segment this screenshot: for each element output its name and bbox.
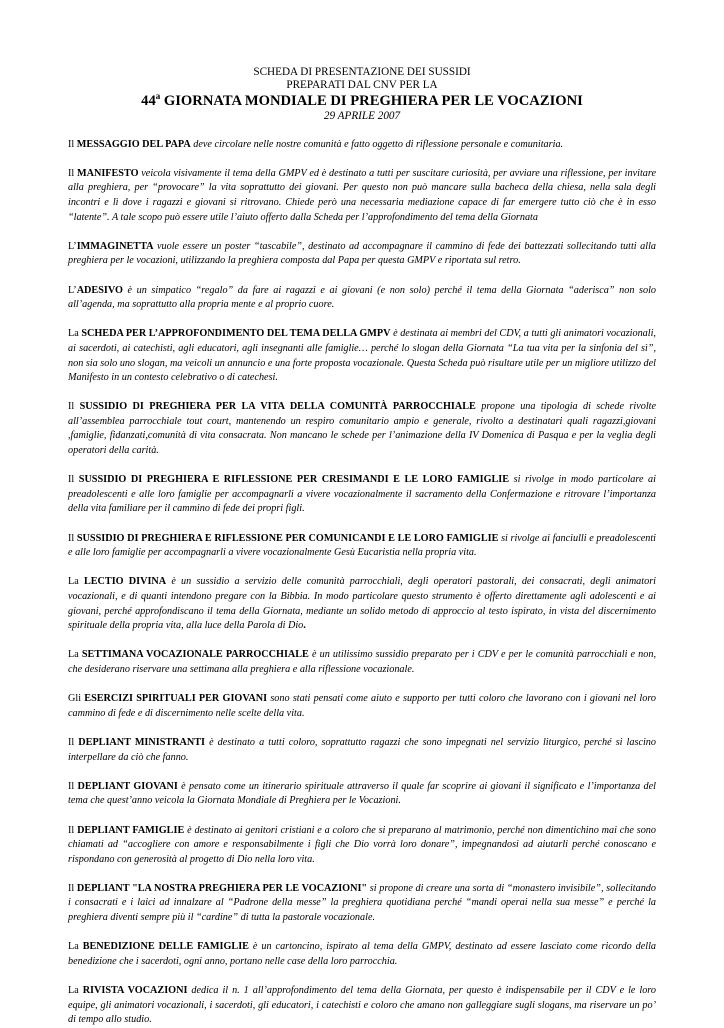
paragraph-benedizione <box>68 940 656 969</box>
paragraph-item-name: SCHEDA PER L’APPROFONDIMENTO DEL TEMA DELLA GMPV <box>81 328 391 340</box>
paragraph-adesivo <box>68 284 656 313</box>
paragraph-messaggio <box>68 138 656 153</box>
paragraph-lead: Il <box>68 882 77 894</box>
paragraph-lead: L’ <box>68 284 77 296</box>
paragraph-depliant-ministranti <box>68 736 656 765</box>
paragraph-rivista <box>68 984 656 1028</box>
paragraph-sussidio-comunicandi <box>68 532 656 561</box>
paragraph-body: è pensato come un itinerario spirituale attraverso il quale far scoprire ai giovani il significato e l’importanza del tema che quest’anno veicola la Giornata Mondiale di Preghiera per le Vocazioni. <box>68 780 656 807</box>
paragraph-body: vuole essere un poster “tascabile”, destinato ad accompagnare il cammino di fede dei battezzati sollecitando tutti alla preghiera per le vocazioni, utilizzando la preghiera composta dal Papa per questa GMPV e riportata sul retro. <box>68 240 656 267</box>
paragraph-body: si rivolge in modo particolare ai preadolescenti e alle loro famiglie per accompagnarli a vivere vocazionalmente il sacramento della Confermazione e ritrovare l’importanza della vita familiare per il cammino di fede dei propri figli. <box>68 474 656 515</box>
paragraph-esercizi <box>68 692 656 721</box>
header-line-1: SCHEDA DI PRESENTAZIONE DEI SUSSIDI <box>253 66 471 78</box>
paragraph-lead: La <box>68 576 84 588</box>
document-date: 29 APRILE 2007 <box>323 110 401 123</box>
paragraph-item-name: SUSSIDIO DI PREGHIERA E RIFLESSIONE PER COMUNICANDI E LE LORO FAMIGLIE <box>76 532 499 544</box>
paragraph-body: deve circolare nelle nostre comunità e fatto oggetto di riflessione personale e comunitaria. <box>190 138 564 150</box>
paragraph-item-name: DEPLIANT "LA NOSTRA PREGHIERA PER LE VOCAZIONI" <box>76 882 368 894</box>
paragraph-lead: Il <box>68 167 77 179</box>
paragraph-item-name: ADESIVO <box>76 284 123 296</box>
paragraph-item-name: SUSSIDIO DI PREGHIERA E RIFLESSIONE PER CRESIMANDI E LE LORO FAMIGLIE <box>78 474 510 486</box>
paragraph-body: è un cartoncino, ispirato al tema della GMPV, destinato ad essere lasciato come ricordo della benedizione che i sacerdoti, ogni anno, portano nelle case della loro parrocchia. <box>68 941 656 967</box>
paragraph-body: veicola visivamente il tema della GMPV ed è destinato a tutti per suscitare curiosità, per avviare una riflessione, per invitare alla preghiera, per “provocare” la vita soprattutto dei giovani. Per questo non può mancare sulla bacheca della chiesa, nella sala degli incontri e lì dove i ragazzi e giovani si ritrovano. Chiede però una necessaria mediazione capace di far emergere tutto ciò che è in esso “latente”. A tale scopo può essere utile l’aiuto offerto dalla Scheda per l’approfondimento del tema della Giornata <box>68 167 656 223</box>
paragraph-body: si rivolge ai fanciulli e preadolescenti e alle loro famiglie per accompagnarli a vivere vocazionalmente Gesù Eucaristia nella propria vita. <box>68 532 656 559</box>
paragraph-item-name: BENEDIZIONE DELLE FAMIGLIE <box>82 941 249 953</box>
paragraph-item-name: IMMAGINETTA <box>76 240 154 252</box>
paragraph-body: è destinato ai genitori cristiani e a coloro che si preparano al matrimonio, perché non dimentichino mai che sono chiamati ad “accogliere con amore e responsabilmente i figli che Dio vorrà loro donare”, impegnandosi ad aiutarli perché conoscano e rispondano con generosità al progetto di Dio nella loro vita. <box>68 824 656 865</box>
paragraph-item-name: ESERCIZI SPIRITUALI PER GIOVANI <box>84 693 268 705</box>
paragraph-sussidio-parrocchiale <box>68 400 656 458</box>
paragraph-body: propone una tipologia di schede rivolte all’assemblea parrocchiale tout court, mantenendo un respiro comunitario ampio e generale, rivolto a destinatari quali ragazzi,giovani ,famiglie, fidanzati,comunità di vita consacrata. Non mancano le schede per l’animazione della IV Domenica di Pasqua e per la veglia degli operatori della carità. <box>68 401 656 457</box>
paragraph-body: si propone di creare una sorta di “monastero invisibile”, sollecitando i consacrati e i laici ad innalzare al “Padrone della messe” la preghiera quotidiana perché “mandi operai nella sua messe” e perché la preghiera diventi sempre più il “cardine” di tutta la pastorale vocazionale. <box>68 882 656 924</box>
title-superscript: a <box>155 91 161 102</box>
paragraph-item-name: DEPLIANT GIOVANI <box>77 780 178 792</box>
paragraph-item-name: DEPLIANT MINISTRANTI <box>78 736 206 748</box>
paragraph-tail: . <box>303 620 306 632</box>
paragraph-immaginetta <box>68 240 656 269</box>
paragraph-lead: Il <box>68 532 77 544</box>
title-number: 44 <box>141 93 156 110</box>
paragraph-lead: La <box>68 985 83 997</box>
paragraph-item-name: SETTIMANA VOCAZIONALE PARROCCHIALE <box>81 649 309 661</box>
paragraph-item-name: MESSAGGIO DEL PAPA <box>76 138 191 150</box>
paragraph-item-name: RIVISTA VOCAZIONI <box>82 985 188 997</box>
paragraph-lead: Il <box>68 474 79 486</box>
paragraph-sussidio-cresimandi <box>68 473 656 517</box>
paragraph-item-name: MANIFESTO <box>77 167 139 179</box>
paragraph-lead: Il <box>68 736 79 748</box>
paragraph-body: è destinata ai membri del CDV, a tutti gli animatori vocazionali, ai sacerdoti, ai catechisti, agli educatori, agli insegnanti alle famiglie… perché lo slogan della Giornata “La tua vita per la sinfonia del sì”, non sia solo uno slogan, ma veicoli un annuncio e una forte proposta vocazionale. Questa Scheda può risultare utile per un migliore utilizzo del Manifesto in un contesto celebrativo o di catechesi. <box>68 328 656 384</box>
document-header <box>68 66 656 124</box>
paragraph-body: sono stati pensati come aiuto e supporto per tutti coloro che lavorano con i giovani nel loro cammino di fede e di discernimento nelle scelte della vita. <box>68 693 656 719</box>
paragraph-body: è un sussidio a servizio delle comunità parrocchiali, degli operatori pastorali, dei consacrati, degli animatori vocazionali, e di quanti intendono pregare con la Bibbia. In modo particolare questo strumento è offerto direttamente agli adolescenti e ai giovani, perché approfondiscano il tema della Giornata, mediante un solido metodo di approccio al testo ispirato, in vista del discernimento spirituale della propria vita, alla luce della Parola di Dio <box>68 576 656 632</box>
paragraph-scheda <box>68 327 656 385</box>
paragraph-lead: Il <box>68 824 78 836</box>
paragraph-lectio-divina <box>68 575 656 633</box>
document-title <box>68 92 656 110</box>
paragraph-body: è destinato a tutti coloro, soprattutto ragazzi che sono impegnati nel servizio liturgico, perché si lascino interpellare da ciò che fanno. <box>68 736 656 763</box>
paragraph-manifesto <box>68 167 656 225</box>
paragraph-lead: Gli <box>68 693 85 705</box>
paragraph-lead: La <box>68 328 82 340</box>
header-line-2: PREPARATI DAL CNV PER LA <box>286 79 438 92</box>
paragraph-lead: L’ <box>68 240 77 252</box>
paragraph-lead: Il <box>68 780 78 792</box>
paragraph-item-name: SUSSIDIO DI PREGHIERA PER LA VITA DELLA COMUNITÀ PARROCCHIALE <box>79 401 476 413</box>
paragraph-body: dedica il n. 1 all’approfondimento del tema della Giornata, per questo è indispensabile per il CDV e le loro equipe, gli animatori vocazionali, i sacerdoti, gli educatori, i catechisti e coloro che amano non galleggiare sugli slogans, ma riservare un po’ di tempo allo studio. <box>68 985 656 1026</box>
paragraph-lead: La <box>68 649 82 661</box>
paragraph-lead: La <box>68 941 83 953</box>
paragraph-lead: Il <box>68 138 77 150</box>
title-text: GIORNATA MONDIALE DI PREGHIERA PER LE VOCAZIONI <box>160 93 583 110</box>
paragraph-settimana <box>68 648 656 677</box>
paragraph-body: è un simpatico “regalo” da fare ai ragazzi e ai giovani (e non solo) perché il tema della Giornata “aderisca” non solo all’agenda, ma soprattutto alla propria mente e al proprio cuore. <box>68 284 656 311</box>
paragraph-item-name: DEPLIANT FAMIGLIE <box>77 824 185 836</box>
paragraph-depliant-giovani <box>68 780 656 809</box>
paragraph-item-name: LECTIO DIVINA <box>83 576 167 588</box>
paragraph-depliant-famiglie <box>68 824 656 868</box>
paragraph-lead: Il <box>68 401 80 413</box>
paragraph-depliant-preghiera <box>68 882 656 926</box>
paragraph-body: è un utilissimo sussidio preparato per i CDV e per le comunità parrocchiali e non, che desiderano riservare una settimana alla preghiera e alla riflessione vocazionale. <box>68 649 657 675</box>
